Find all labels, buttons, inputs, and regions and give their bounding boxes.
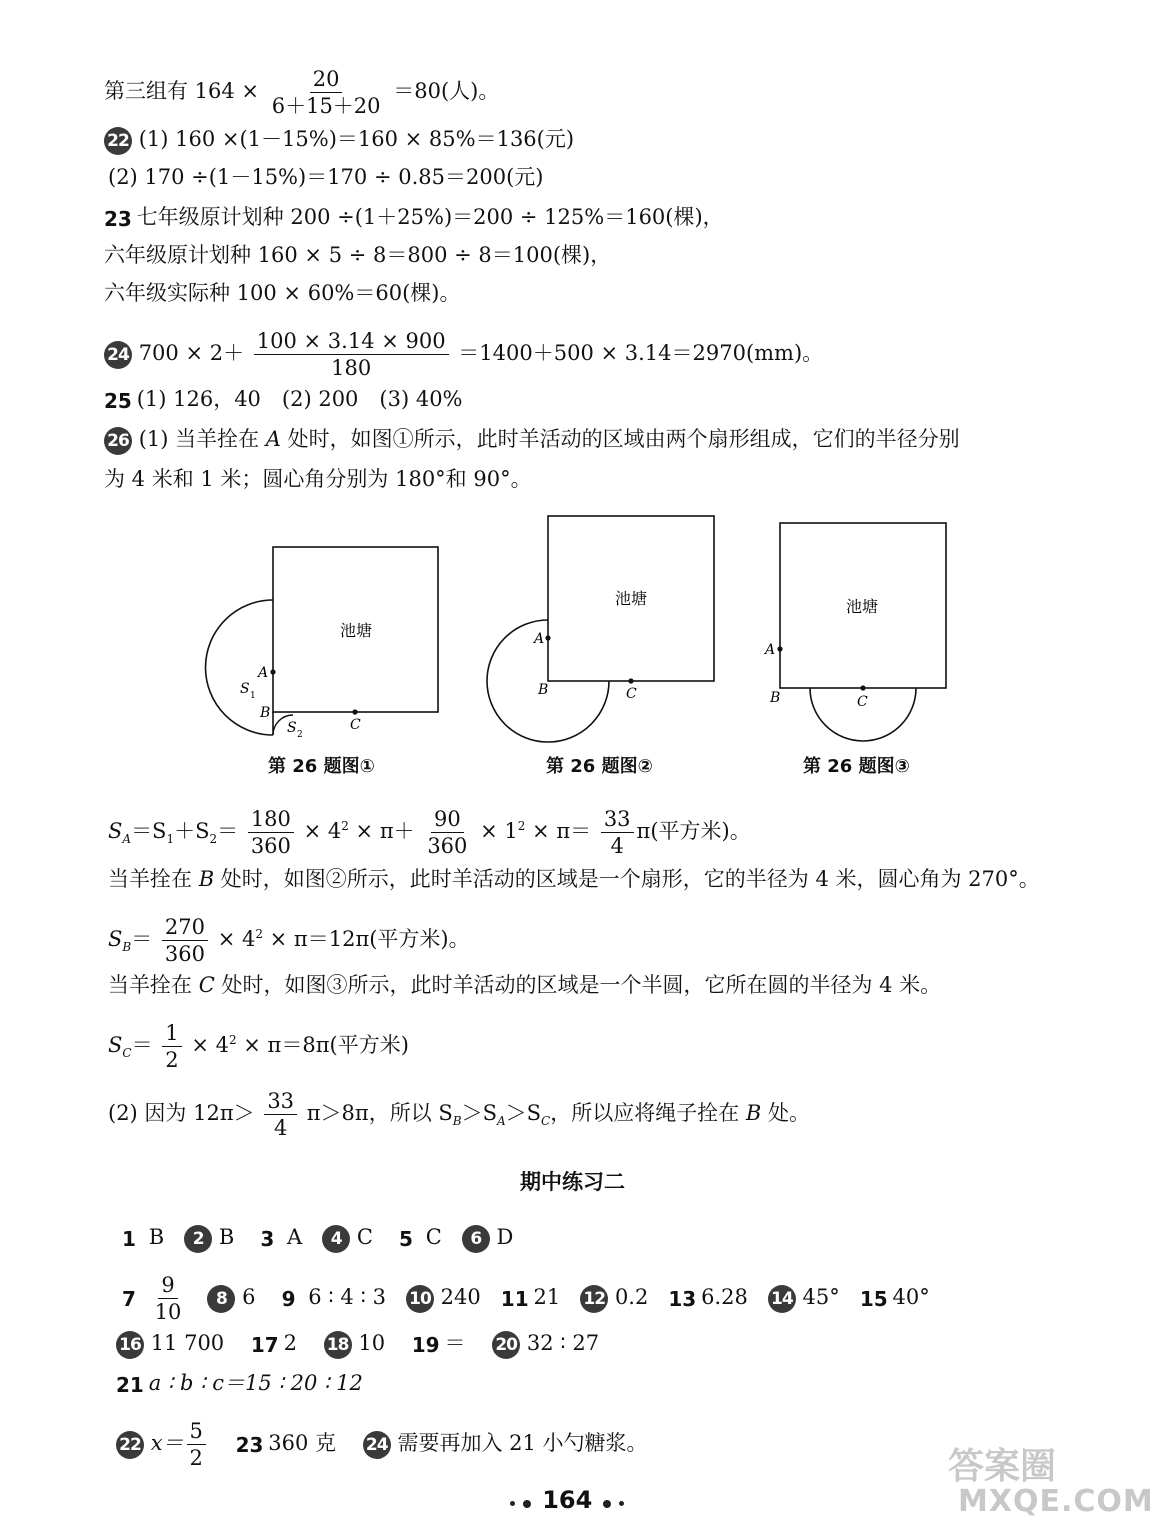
answer-number-badge: 2 xyxy=(184,1225,212,1253)
answers-row-2: 7 $\frac{9}{10}$ 8 6 9 6 ∶ 4 ∶ 3 10 240 11 21 12 0.2 13 6.28 14 45° 15 40° xyxy=(116,1274,930,1323)
answer-number: 21 xyxy=(116,1372,144,1397)
q26-intro-line1: 26 (1) 当羊拴在 A 处时，如图①所示，此时羊活动的区域由两个扇形组成，它们的半径分别 xyxy=(104,424,960,455)
caption-fig-3: 第 26 题图③ xyxy=(803,756,910,777)
q25-line: 25 (1) 126，40 (2) 200 (3) 40% xyxy=(104,384,463,416)
label-s1: S xyxy=(240,681,250,697)
answer-number: 19 xyxy=(411,1332,440,1357)
label-c: C xyxy=(626,686,637,702)
watermark-logo: 答案圈 xyxy=(948,1446,1057,1487)
point-c xyxy=(628,678,633,683)
dot-icon xyxy=(603,1500,611,1508)
label-c: C xyxy=(857,694,868,710)
answer-number-badge: 12 xyxy=(580,1285,608,1313)
sb-equation: $S_B=$ $\frac{270}{360}$ × $4^2 \times \pi=12\pi$(平方米)。 xyxy=(108,915,470,967)
answer-number: 17 xyxy=(250,1332,279,1357)
page-number: 164 xyxy=(542,1486,593,1514)
caption-fig-2: 第 26 题图② xyxy=(546,756,653,777)
answer-number-badge: 10 xyxy=(406,1285,434,1313)
label-a: A xyxy=(258,665,269,681)
answers-row-3: 16 11 700 17 2 18 10 19 ＝ 20 32 ∶ 27 xyxy=(116,1328,599,1360)
label-a: A xyxy=(534,631,545,647)
figure-26-2 xyxy=(478,510,728,750)
answer-number-badge: 20 xyxy=(492,1331,520,1359)
answer-number: 1 xyxy=(122,1226,136,1251)
question-number: 23 xyxy=(104,206,132,231)
group3-line: 第三组有 164 × $\frac{20}{6+15+20}$ ＝80(人)。 xyxy=(104,67,500,119)
figure-26-3 xyxy=(760,515,960,750)
q22-line1: 22 (1) 160 ×(1－15%)＝160 × 85%＝136(元) xyxy=(104,124,574,155)
question-number-badge: 22 xyxy=(104,127,132,155)
label-a: A xyxy=(765,642,776,658)
q26-intro-line2: 为 4 米和 1 米；圆心角分别为 180°和 90°。 xyxy=(104,467,532,491)
question-number-badge: 24 xyxy=(104,341,132,369)
label-b: B xyxy=(260,705,271,721)
q22-line2: (2) 170 ÷(1－15%)＝170 ÷ 0.85＝200(元) xyxy=(108,165,544,189)
answer-number-badge: 14 xyxy=(768,1285,796,1313)
fraction: $\frac{100 \times 3.14 \times 900}{180}$ xyxy=(254,330,449,379)
pond-label: 池塘 xyxy=(846,597,879,616)
question-number: 25 xyxy=(104,388,132,413)
point-a xyxy=(777,646,782,651)
answer-number: 5 xyxy=(399,1226,413,1251)
label-s2-sub: 2 xyxy=(297,730,303,740)
section-title: 期中练习二 xyxy=(520,1170,625,1194)
answer-number-badge: 8 xyxy=(207,1285,235,1313)
figure-26-1 xyxy=(200,540,450,750)
sc-equation: $S_C=$ $\frac{1}{2}$ × $4^2 \times \pi=8\pi$(平方米) xyxy=(108,1021,409,1073)
q23-line2: 六年级原计划种 160 × 5 ÷ 8＝800 ÷ 8＝100(棵)， xyxy=(104,243,612,267)
answer-number: 15 xyxy=(859,1286,888,1311)
answer-number-badge: 4 xyxy=(322,1225,350,1253)
watermark-url: MXQE.COM xyxy=(958,1484,1154,1519)
part2-conclusion: (2) 因为 12π＞ $\frac{33}{4}$ π＞8π，所以 $S_B>S_A>S_C$，所以应将绳子拴在 B 处。 xyxy=(108,1089,811,1141)
answer-21: 21 a ∶ b ∶ c＝15 ∶ 20 ∶ 12 xyxy=(116,1368,363,1400)
answer-number: 7 xyxy=(122,1286,136,1311)
question-number-badge: 26 xyxy=(104,427,132,455)
q23-line1: 23 七年级原计划种 200 ÷(1＋25%)＝200 ÷ 125%＝160(棵)， xyxy=(104,202,724,234)
answer-number-badge: 22 xyxy=(116,1431,144,1459)
q24-line: 24 700 × 2＋ $\frac{100 \times 3.14 \times 900}{180}$ ＝1400＋500 × 3.14＝2970(mm)。 xyxy=(104,330,823,379)
case-c-text: 当羊拴在 C 处时，如图③所示，此时羊活动的区域是一个半圆，它所在圆的半径为 4 米。 xyxy=(108,973,942,997)
sa-equation: $S_A=S_1+S_2=$ $\frac{180}{360}$ × $4^2 \times \pi+$ $\frac{90}{360}$ × $1^2 \times \pi=$ $\frac{33}{4}$ π(平方米)。 xyxy=(108,807,751,859)
dot-icon xyxy=(619,1501,624,1506)
pond-label: 池塘 xyxy=(615,589,648,608)
answer-number: 13 xyxy=(668,1286,697,1311)
answer-number: 11 xyxy=(500,1286,529,1311)
answer-number: 3 xyxy=(260,1226,275,1251)
label-s1-sub: 1 xyxy=(250,691,256,701)
answer-number: 23 xyxy=(235,1432,264,1457)
dot-icon xyxy=(523,1500,531,1508)
label-s2: S xyxy=(287,720,297,736)
dot-icon xyxy=(510,1501,515,1506)
label-b: B xyxy=(770,690,781,706)
point-c xyxy=(860,685,865,690)
fraction: $\frac{20}{6+15+20}$ xyxy=(271,67,381,119)
point-a xyxy=(545,635,550,640)
answers-row-1: 1 B 2 B 3 A 4 C 5 C 6 D xyxy=(116,1222,513,1254)
point-c xyxy=(352,709,357,714)
answer-number-badge: 6 xyxy=(462,1225,490,1253)
answer-number-badge: 16 xyxy=(116,1331,144,1359)
label-b: B xyxy=(538,682,549,698)
caption-fig-1: 第 26 题图① xyxy=(268,756,375,777)
q23-line3: 六年级实际种 100 × 60%＝60(棵)。 xyxy=(104,281,461,305)
answer-number: 9 xyxy=(281,1286,296,1311)
answer-number-badge: 24 xyxy=(363,1431,391,1459)
pond-label: 池塘 xyxy=(340,621,373,640)
answer-number-badge: 18 xyxy=(324,1331,352,1359)
point-a xyxy=(270,669,275,674)
label-c: C xyxy=(350,717,361,733)
page-number-row xyxy=(510,1486,624,1514)
answers-row-22-24: 22 x＝ $\frac{5}{2}$ 23 360 克 24 需要再加入 21 小勺糖浆。 xyxy=(116,1420,648,1469)
case-b-text: 当羊拴在 B 处时，如图②所示，此时羊活动的区域是一个扇形，它的半径为 4 米，圆心角为 270°。 xyxy=(108,867,1040,891)
